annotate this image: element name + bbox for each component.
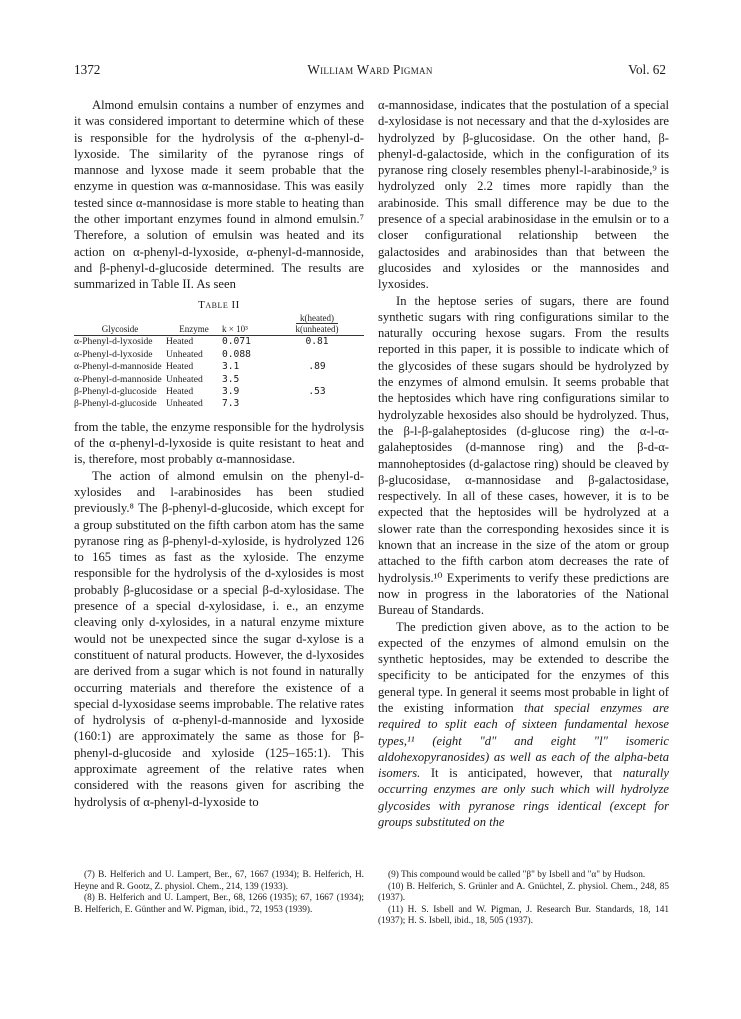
ratio-header-top: k(heated) — [296, 313, 339, 324]
col-header-enzyme: Enzyme — [179, 323, 209, 334]
cell-k: 3.9 — [222, 386, 240, 397]
col-header-glycoside: Glycoside — [101, 323, 139, 334]
cell-glycoside: α-Phenyl-d-lyxoside — [74, 348, 153, 360]
right-paragraph-1: α-mannosidase, indicates that the postulation of a special d-xylosidase is not necessary and that the d-xylosides are hydrolyzed by β-glucosidase. On the other hand, β-phenyl-d-galactoside, which in the configuration of its pyranose ring closely resembles phenyl-l-arabinoside,⁹ is hydrolyzed only 2.2 times more rapidly than the arabinoside. This small difference may be due to the presence of a special arabinosidase in the emulsin or to a closer configurational relationship between the galactosides and arabinosides than that between the glucosides and xylosides or the mannosides and lyxosides. — [378, 98, 669, 292]
right-paragraph-3-text: The prediction given above, as to the action to be expected of the enzymes of almond emulsin on the synthetic heptosides, may be extended to describe the specificity to be anticipated for the enzymes of this general type. In general it seems most probable in light of the existing information — [378, 619, 669, 715]
cell-glycoside: α-Phenyl-d-mannoside — [74, 361, 162, 373]
footnote-9: (9) This compound would be called "β" by Isbell and "α" by Hudson. — [388, 870, 646, 880]
cell-k: 0.088 — [222, 348, 251, 360]
cell-glycoside: β-Phenyl-d-glucoside — [74, 398, 157, 410]
table-ii — [74, 299, 364, 411]
col-header-ratio — [270, 313, 364, 336]
table-row — [74, 398, 364, 410]
cell-enzyme: Unheated — [166, 398, 203, 410]
cell-k: 0.071 — [222, 336, 251, 348]
footnote-10: (10) B. Helferich, S. Grünler and A. Gnüchtel, Z. physiol. Chem., 248, 85 (1937). — [378, 881, 669, 904]
table-caption: Table II — [198, 298, 240, 311]
cell-k: 3.5 — [222, 373, 240, 385]
footnote-8: (8) B. Helferich and U. Lampert, Ber., 68, 1266 (1935); 67, 1667 (1934); B. Helferich, E. Günther and W. Pigman, ibid., 72, 1953 (1939). — [74, 893, 364, 915]
table-row — [74, 386, 364, 398]
cell-glycoside: α-Phenyl-d-mannoside — [74, 373, 162, 385]
left-column — [74, 97, 364, 810]
cell-ratio: .53 — [308, 386, 326, 397]
cell-glycoside: α-Phenyl-d-lyxoside — [74, 336, 153, 348]
cell-enzyme: Unheated — [166, 348, 203, 360]
running-header — [74, 62, 666, 82]
footnotes-right — [378, 870, 669, 928]
table-row — [74, 374, 364, 386]
cell-enzyme: Heated — [166, 361, 194, 373]
cell-enzyme: Unheated — [166, 373, 203, 385]
right-paragraph-3-text-2: It is anticipated, however, that — [430, 766, 613, 781]
cell-ratio — [270, 349, 364, 361]
footnotes-left — [74, 870, 364, 916]
cell-k: 7.3 — [222, 398, 240, 410]
cell-enzyme: Heated — [166, 386, 194, 397]
footnote-7: (7) B. Helferich and U. Lampert, Ber., 67, 1667 (1934); B. Helferich, H. Heyne and R. Gootz, Z. physiol. Chem., 214, 139 (1933). — [74, 870, 364, 892]
cell-ratio: 0.81 — [305, 336, 329, 348]
table-row — [74, 336, 364, 349]
footnote-11: (11) H. S. Isbell and W. Pigman, J. Research Bur. Standards, 18, 141 (1937); H. S. Isbell, ibid., 18, 505 (1937). — [378, 904, 669, 927]
cell-ratio — [270, 374, 364, 386]
cell-ratio — [270, 398, 364, 410]
right-column — [378, 97, 669, 830]
right-paragraph-3-italic-2: naturally occurring enzymes are only such which will hydrolyze glycosides with pyranose rings identical (except for groups substituted on the — [378, 766, 669, 830]
cell-enzyme: Heated — [166, 336, 194, 348]
right-paragraph-2: In the heptose series of sugars, there are found synthetic sugars with ring configurations similar to the naturally occuring hexose sugars. From the results reported in this paper, it is possible to indicate which of the glycosides of these sugars should be hydrolyzed by the enzymes of almond emulsin. It seems probable that the heptosides which have ring configurations similar to hydrolyzable hexosides also should be hydrolyzed. Thus, the β-l-β-galaheptosides (d-glucose ring) the α-l-α-galaheptosides (d-mannose ring) and the β-d-α-mannoheptosides (d-galactose ring) should be cleaved by β-glucosidase, α-mannosidase and β-galactosidase, respectively. In all of these cases, however, it is to be expected that the heptosides will be hydrolyzed at a slower rate than the corresponding hexosides since it is known that an increase in the size of the atom or group attached to the fifth carbon atom decreases the rate of hydrolysis.¹⁰ Experiments to verify these predictions are now in progress in the laboratories of the National Bureau of Standards. — [378, 293, 669, 618]
cell-glycoside: β-Phenyl-d-glucoside — [74, 386, 157, 397]
volume-label: Vol. 62 — [628, 62, 666, 77]
cell-ratio: .89 — [308, 361, 326, 373]
left-paragraph-1: Almond emulsin contains a number of enzymes and it was considered important to determine which of these is responsible for the hydrolysis of the α-phenyl-d-lyxoside. The similarity of the pyranose rings of mannose and lyxose made it seem probable that the enzyme in question was α-mannosidase. This was easily tested since α-mannosidase is more stable to heating than the other important enzymes found in almond emulsin.⁷ Therefore, a solution of emulsin was heated and its action on α-phenyl-d-lyxoside, α-phenyl-d-mannoside, and β-phenyl-d-glucoside determined. The results are summarized in Table II. As seen — [74, 98, 364, 292]
cell-k: 3.1 — [222, 361, 240, 373]
right-paragraph-3-italic-1: that special enzymes are required to split each of sixteen fundamental hexose types,¹¹ (eight "d" and eight "l" isomeric aldohexopyranosides) as well as each of the alpha-beta isomers. — [378, 700, 669, 781]
left-paragraph-3: The action of almond emulsin on the phenyl-d-xylosides and l-arabinosides has been studied previously.⁸ The β-phenyl-d-glucoside, which except for a group substituted on the fifth carbon atom has the same pyranose ring as β-phenyl-d-xyloside, is hydrolyzed 126 to 165 times as fast as the xyloside. The enzyme responsible for the hydrolysis of the d-xylosides is most probably β-glucosidase or a special β-d-xylosidase. The presence of a special d-xylosidase, i. e., an enzyme cleaving only d-xylosides, in a natural enzyme mixture would not be unexpected since the sugar d-xylose is a constituent of natural products. However, the d-lyxosides are derived from a sugar which is not found in naturally occurring materials and therefore the existence of a special d-lyxosidase seems improbable. The relative rates of hydrolysis of α-phenyl-d-mannoside and lyxoside (160:1) are approximately the same as those for β-phenyl-d-glucoside and xyloside (125–165:1). This approximate agreement of the relative rates when considered with the reasons given for ascribing the hydrolysis of α-phenyl-d-lyxoside to — [74, 468, 364, 809]
page-number: 1372 — [74, 62, 101, 77]
col-header-k: k × 10³ — [222, 323, 248, 334]
right-paragraph-3 — [378, 619, 669, 831]
table-row — [74, 349, 364, 361]
table-header-row — [74, 313, 364, 336]
running-title: William Ward Pigman — [307, 62, 433, 77]
table-row — [74, 361, 364, 373]
left-paragraph-2: from the table, the enzyme responsible for the hydrolysis of the α-phenyl-d-lyxoside is quite resistant to heat and is, therefore, most probably α-mannosidase. — [74, 419, 364, 467]
ratio-header-bottom: k(unheated) — [295, 323, 339, 334]
rates-table — [74, 313, 364, 411]
